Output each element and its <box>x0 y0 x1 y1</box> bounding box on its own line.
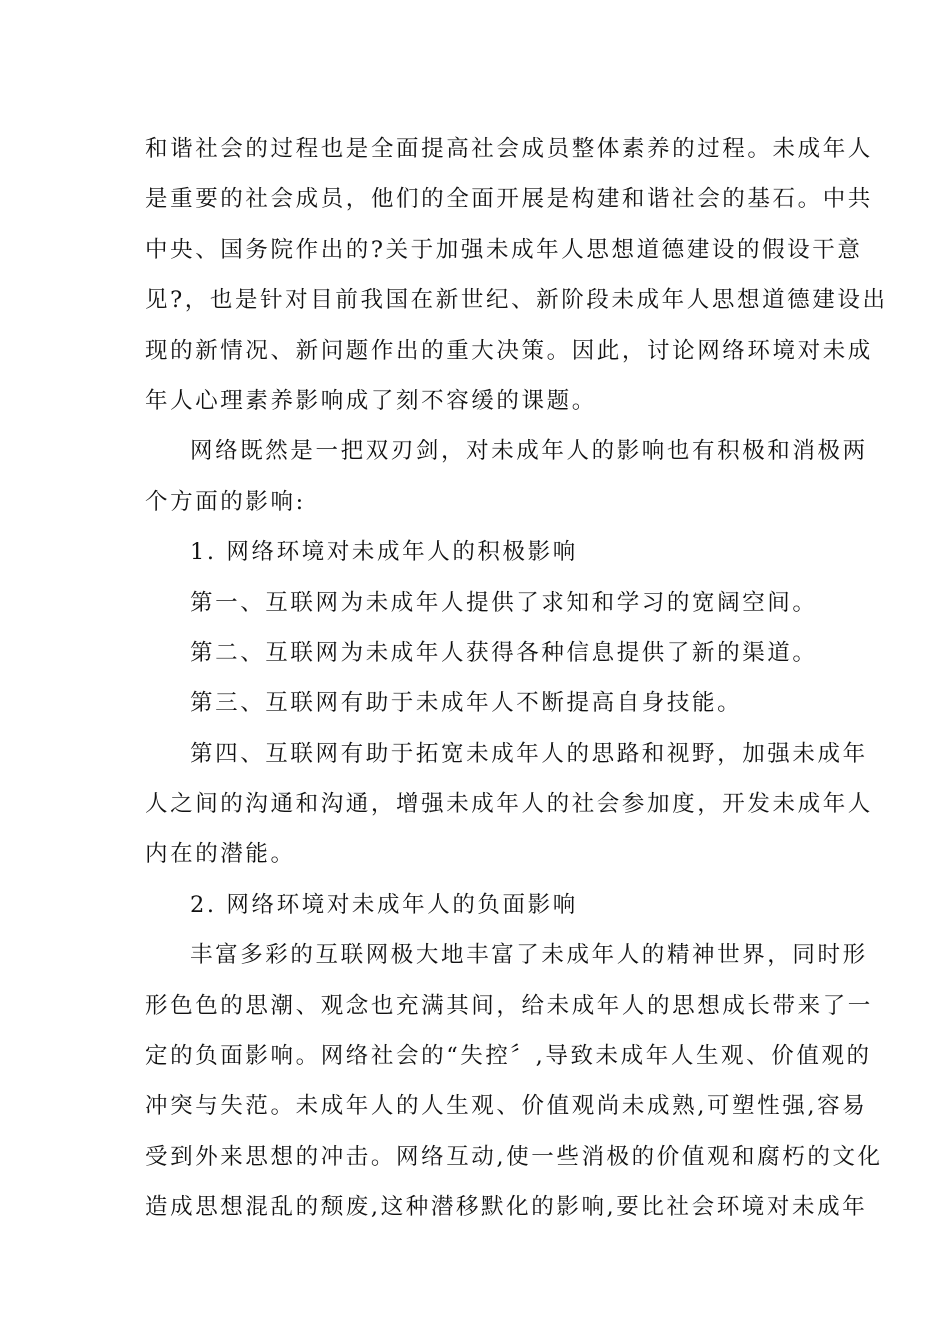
text-line: 冲突与失范。未成年人的人生观、价值观尚未成熟,可塑性强,容易 <box>145 1093 868 1120</box>
text-line: 和谐社会的过程也是全面提高社会成员整体素养的过程。未成年人 <box>145 136 873 162</box>
section-heading-1: 1. 网络环境对未成年人的积极影响 <box>190 539 578 566</box>
text-line: 内在的潜能。 <box>145 841 296 868</box>
text-line: 见?，也是针对目前我国在新世纪、新阶段未成年人思想道德建设出 <box>145 287 888 314</box>
text-line: 个方面的影响: <box>145 488 306 515</box>
text-line: 现的新情况、新问题作出的重大决策。因此，讨论网络环境对未成 <box>145 337 873 364</box>
list-item-1: 第一、互联网为未成年人提供了求知和学习的宽阔空间。 <box>190 589 818 616</box>
text-line: 造成思想混乱的颓废,这种潜移默化的影响,要比社会环境对未成年 <box>145 1194 868 1221</box>
list-item-2: 第二、互联网为未成年人获得各种信息提供了新的渠道。 <box>190 639 818 666</box>
paragraph-start-line: 丰富多彩的互联网极大地丰富了未成年人的精神世界，同时形 <box>190 942 868 969</box>
paragraph-start-line: 网络既然是一把双刃剑，对未成年人的影响也有积极和消极两 <box>190 438 868 465</box>
list-item-4: 第四、互联网有助于拓宽未成年人的思路和视野，加强未成年 <box>190 740 868 767</box>
list-item-3: 第三、互联网有助于未成年人不断提高自身技能。 <box>190 690 743 717</box>
text-line: 受到外来思想的冲击。网络互动,使一些消极的价值观和腐朽的文化 <box>145 1143 883 1170</box>
text-line: 是重要的社会成员，他们的全面开展是构建和谐社会的基石。中共 <box>145 186 873 213</box>
text-line: 定的负面影响。网络社会的“失控〞,导致未成年人生观、价值观的 <box>145 1043 872 1070</box>
body-text <box>145 124 888 1233</box>
text-line: 年人心理素养影响成了刻不容缓的课题。 <box>145 387 597 414</box>
text-line: 形色色的思潮、观念也充满其间，给未成年人的思想成长带来了一 <box>145 992 873 1019</box>
section-heading-2: 2. 网络环境对未成年人的负面影响 <box>190 891 578 918</box>
text-line: 人之间的沟通和沟通，增强未成年人的社会参加度，开发未成年人 <box>145 791 873 818</box>
text-line: 中央、国务院作出的?关于加强未成年人思想道德建设的假设干意 <box>145 236 863 263</box>
